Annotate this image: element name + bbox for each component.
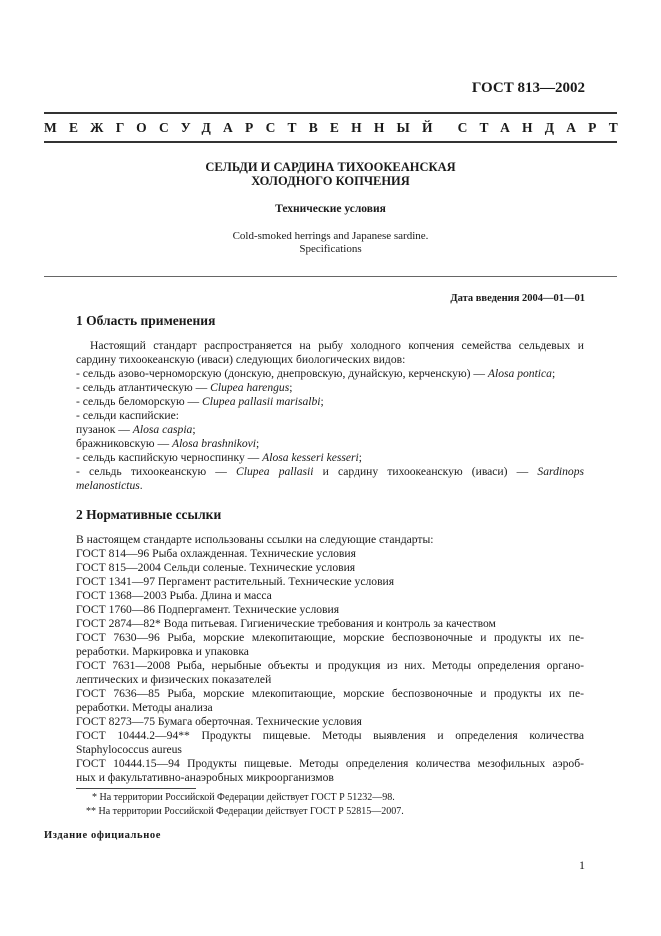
species-item-8-line-2: melanostictus. <box>76 479 143 492</box>
reference-item: ГОСТ 814—96 Рыба охлажденная. Технические условия <box>76 547 356 560</box>
reference-item-continuation: ных и факультативно-анаэробных микроорганизмов <box>76 771 334 784</box>
reference-item: ГОСТ 7630—96 Рыба, морские млекопитающие, морские беспозвоночные и продукты их пе- <box>76 631 584 644</box>
title-line-1: СЕЛЬДИ И САРДИНА ТИХООКЕАНСКАЯ <box>205 160 456 174</box>
footnote-1: * На территории Российской Федерации действует ГОСТ Р 51232—98. <box>92 792 395 803</box>
standard-word-interstate: МЕЖГОСУДАРСТВЕННЫЙ <box>44 120 445 135</box>
reference-item: ГОСТ 1341—97 Пергамент растительный. Технические условия <box>76 575 395 588</box>
document-number: ГОСТ 813—2002 <box>471 80 585 96</box>
reference-item-continuation: Staphylococcus aureus <box>76 743 182 756</box>
species-item-8-line-1: - сельдь тихоокеанскую — Clupea pallasii и сардину тихоокеанскую (иваси) — Sardinops <box>76 465 585 478</box>
header-rule-bottom <box>44 141 617 143</box>
reference-item: ГОСТ 815—2004 Сельди соленые. Технические условия <box>76 561 356 574</box>
reference-item: ГОСТ 1368—2003 Рыба. Длина и масса <box>76 589 272 602</box>
species-item-6: бражниковскую — Alosa brashnikovi; <box>76 437 260 450</box>
header-rule-top <box>44 112 617 114</box>
reference-item-continuation: лептических и физических показателей <box>76 673 272 686</box>
standard-word-standard: СТАНДАРТ <box>457 120 630 135</box>
english-title-line-2: Specifications <box>299 243 362 255</box>
title-separator <box>44 276 617 277</box>
footnote-rule <box>76 788 196 789</box>
english-title-line-1: Cold-smoked herrings and Japanese sardine. <box>232 230 429 242</box>
species-item-4: - сельди каспийские: <box>76 409 179 422</box>
reference-item: ГОСТ 10444.2—94** Продукты пищевые. Методы выявления и определения количества <box>76 729 584 742</box>
species-item-3: - сельдь беломорскую — Clupea pallasii marisalbi; <box>76 395 324 408</box>
footnote-2: ** На территории Российской Федерации действует ГОСТ Р 52815—2007. <box>86 806 404 817</box>
references-intro: В настоящем стандарте использованы ссылки на следующие стандарты: <box>76 533 434 546</box>
species-item-2: - сельдь атлантическую — Clupea harengus; <box>76 381 293 394</box>
species-item-5: пузанок — Alosa caspia; <box>76 423 196 436</box>
reference-item: ГОСТ 2874—82* Вода питьевая. Гигиенические требования и контроль за качеством <box>76 617 496 630</box>
species-item-7: - сельдь каспийскую черноспинку — Alosa kesseri kesseri; <box>76 451 363 464</box>
section-1-heading: 1 Область применения <box>76 313 216 328</box>
reference-item: ГОСТ 7631—2008 Рыба, нерыбные объекты и продукция из них. Методы определения органо- <box>76 659 584 672</box>
species-item-1: - сельдь азово-черноморскую (донскую, днепровскую, дунайскую, керченскую) — Alosa pontica; <box>76 367 556 380</box>
title-line-2: ХОЛОДНОГО КОПЧЕНИЯ <box>251 174 410 188</box>
page-number: 1 <box>579 858 585 872</box>
reference-item-continuation: реработки. Методы анализа <box>76 701 213 714</box>
edition-label: Издание официальное <box>44 830 161 841</box>
reference-item: ГОСТ 10444.15—94 Продукты пищевые. Методы определения количества мезофильных аэроб- <box>76 757 584 770</box>
section-2-heading: 2 Нормативные ссылки <box>76 507 222 522</box>
section-1-paragraph-line-2: сардину тихоокеанскую (иваси) следующих биологических видов: <box>76 353 406 366</box>
reference-item: ГОСТ 8273—75 Бумага оберточная. Технические условия <box>76 715 362 728</box>
section-1-paragraph-line-1: Настоящий стандарт распространяется на рыбу холодного копчения семейства сельдевых и <box>90 339 584 352</box>
reference-item: ГОСТ 7636—85 Рыба, морские млекопитающие, морские беспозвоночные и продукты их пе- <box>76 687 584 700</box>
reference-item: ГОСТ 1760—86 Подпергамент. Технические условия <box>76 603 340 616</box>
introduction-date: Дата введения 2004—01—01 <box>450 293 585 304</box>
title-subtitle: Технические условия <box>275 203 386 215</box>
reference-item-continuation: реработки. Маркировка и упаковка <box>76 645 249 658</box>
